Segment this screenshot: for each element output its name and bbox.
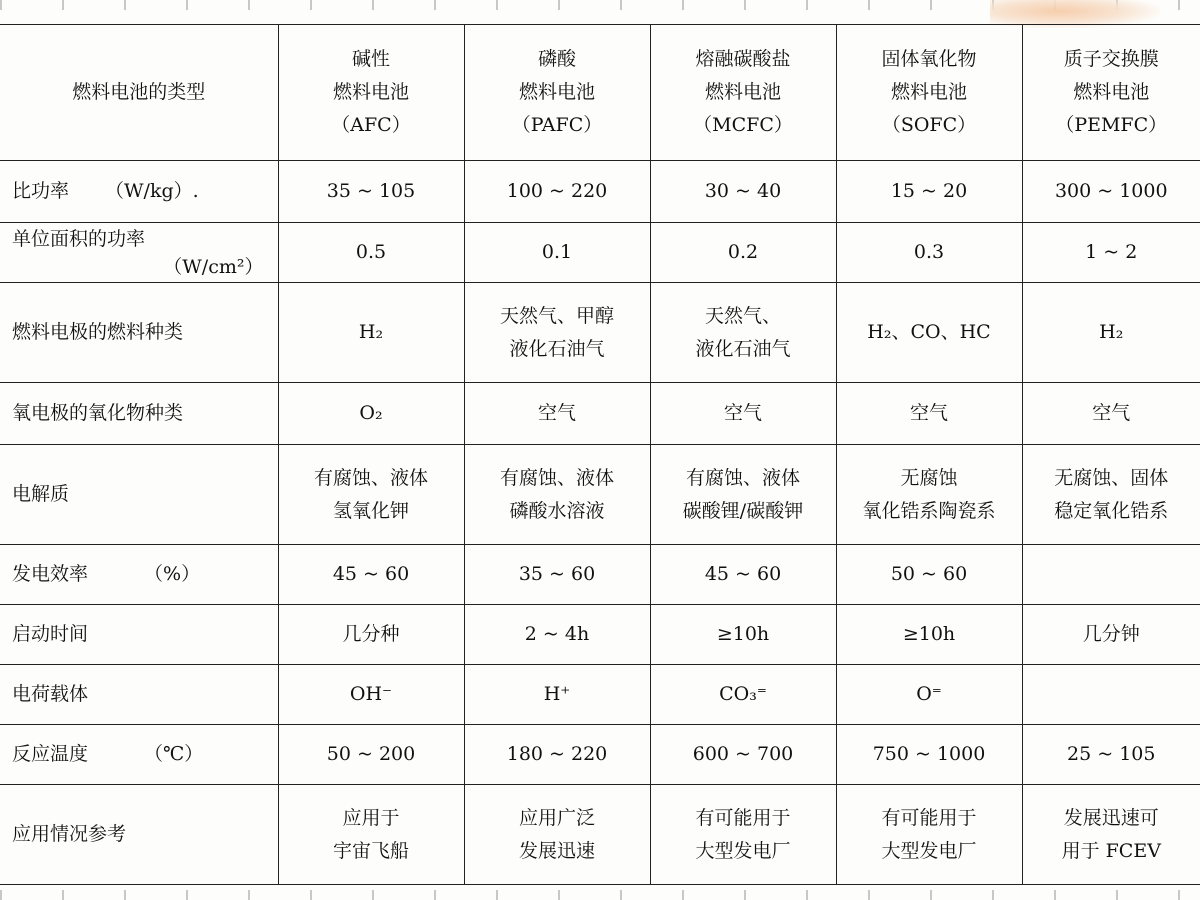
row-label: 氧电极的氧化物种类 <box>0 383 278 445</box>
table-row-temperature <box>0 725 1200 785</box>
table-cell: 600 ~ 700 <box>650 725 836 785</box>
header-row-label: 燃料电池的类型 <box>0 25 278 161</box>
table-row-charge-carrier <box>0 665 1200 725</box>
table-header-row <box>0 25 1200 161</box>
table-row-startup-time <box>0 605 1200 665</box>
table-cell: 25 ~ 105 <box>1022 725 1200 785</box>
table-cell <box>1022 665 1200 725</box>
table-cell: 0.2 <box>650 223 836 283</box>
table-cell: H₂ <box>278 283 464 383</box>
table-cell: 有腐蚀、液体 磷酸水溶液 <box>464 445 650 545</box>
row-label: 比功率 （W/kg）. <box>0 161 278 223</box>
table-cell: 空气 <box>650 383 836 445</box>
table-cell: 空气 <box>464 383 650 445</box>
table-cell: 50 ~ 60 <box>836 545 1022 605</box>
table-cell: 45 ~ 60 <box>650 545 836 605</box>
table-cell: 空气 <box>1022 383 1200 445</box>
table-cell: 几分种 <box>278 605 464 665</box>
table-cell: ≥10h <box>650 605 836 665</box>
table-cell: 有腐蚀、液体 碳酸锂/碳酸钾 <box>650 445 836 545</box>
table-cell: ≥10h <box>836 605 1022 665</box>
header-pemfc: 质子交换膜 燃料电池 （PEMFC） <box>1022 25 1200 161</box>
table-row-power-per-area <box>0 223 1200 283</box>
table-cell: 天然气、 液化石油气 <box>650 283 836 383</box>
table-cell: 35 ~ 105 <box>278 161 464 223</box>
table-cell: 15 ~ 20 <box>836 161 1022 223</box>
row-label: 电荷载体 <box>0 665 278 725</box>
table-cell: 35 ~ 60 <box>464 545 650 605</box>
table-cell: O₂ <box>278 383 464 445</box>
table-cell: 180 ~ 220 <box>464 725 650 785</box>
bottom-edge-marks <box>0 890 1200 900</box>
table-cell: 50 ~ 200 <box>278 725 464 785</box>
table-cell: 无腐蚀、固体 稳定氧化锆系 <box>1022 445 1200 545</box>
table-cell: 750 ~ 1000 <box>836 725 1022 785</box>
header-afc: 碱性 燃料电池 （AFC） <box>278 25 464 161</box>
table-row-specific-power <box>0 161 1200 223</box>
row-label: 应用情况参考 <box>0 785 278 885</box>
table-cell: H⁺ <box>464 665 650 725</box>
table-row-fuel-type <box>0 283 1200 383</box>
table-cell: 应用于 宇宙飞船 <box>278 785 464 885</box>
table-cell: CO₃⁼ <box>650 665 836 725</box>
table-cell: 空气 <box>836 383 1022 445</box>
table-cell: 有可能用于 大型发电厂 <box>836 785 1022 885</box>
row-label: 燃料电极的燃料种类 <box>0 283 278 383</box>
table-cell: 有可能用于 大型发电厂 <box>650 785 836 885</box>
table-row-electrolyte <box>0 445 1200 545</box>
table-row-oxidant-type <box>0 383 1200 445</box>
table-cell: 应用广泛 发展迅速 <box>464 785 650 885</box>
table-cell: 300 ~ 1000 <box>1022 161 1200 223</box>
fuel-cell-comparison-table <box>0 24 1200 885</box>
table-cell: 30 ~ 40 <box>650 161 836 223</box>
table-cell: 45 ~ 60 <box>278 545 464 605</box>
table-cell: 有腐蚀、液体 氢氧化钾 <box>278 445 464 545</box>
header-sofc: 固体氧化物 燃料电池 （SOFC） <box>836 25 1022 161</box>
row-label: 反应温度 （℃） <box>0 725 278 785</box>
header-pafc: 磷酸 燃料电池 （PAFC） <box>464 25 650 161</box>
table-cell: 无腐蚀 氧化锆系陶瓷系 <box>836 445 1022 545</box>
table-cell <box>1022 545 1200 605</box>
table-cell: 0.5 <box>278 223 464 283</box>
table-row-applications <box>0 785 1200 885</box>
header-mcfc: 熔融碳酸盐 燃料电池 （MCFC） <box>650 25 836 161</box>
table-cell: 几分钟 <box>1022 605 1200 665</box>
row-label: 启动时间 <box>0 605 278 665</box>
table-cell: OH⁻ <box>278 665 464 725</box>
table-cell: 发展迅速可 用于 FCEV <box>1022 785 1200 885</box>
row-label: 单位面积的功率 （W/cm²） <box>0 223 278 283</box>
table-cell: 0.1 <box>464 223 650 283</box>
table-cell: 1 ~ 2 <box>1022 223 1200 283</box>
table-cell: H₂ <box>1022 283 1200 383</box>
table-cell: 100 ~ 220 <box>464 161 650 223</box>
table-cell: O⁼ <box>836 665 1022 725</box>
table-row-efficiency <box>0 545 1200 605</box>
row-label: 发电效率 （%） <box>0 545 278 605</box>
table-cell: 天然气、甲醇 液化石油气 <box>464 283 650 383</box>
table-cell: 0.3 <box>836 223 1022 283</box>
table-cell: H₂、CO、HC <box>836 283 1022 383</box>
table-cell: 2 ~ 4h <box>464 605 650 665</box>
row-label: 电解质 <box>0 445 278 545</box>
